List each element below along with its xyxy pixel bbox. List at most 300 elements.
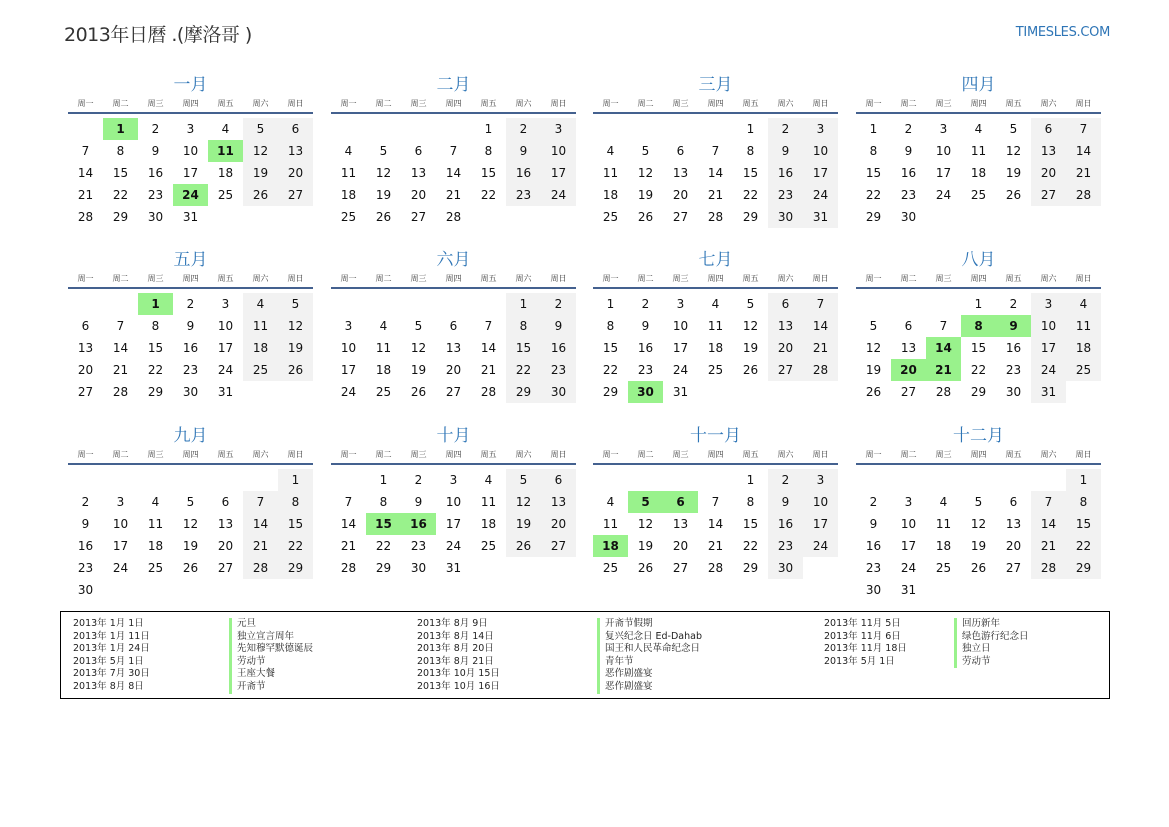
weekday-label: 周五 [480,450,497,459]
day-cell: 9 [768,140,803,162]
day-cell: 26 [865,385,882,399]
weekday-label: 周三 [672,450,689,459]
day-cell: 15 [1066,513,1101,535]
holiday-day-cell: 6 [663,491,698,513]
day-cell: 17 [340,363,357,377]
empty-cell [173,469,208,491]
empty-cell [1066,381,1101,403]
day-cell: 23 [147,188,164,202]
day-cell: 5 [506,469,541,491]
weekday-label: 周二 [900,99,917,108]
holiday-date-column [73,618,150,694]
empty-cell [401,293,436,315]
weekday-label: 周三 [672,99,689,108]
day-cell: 17 [803,513,838,535]
empty-cell [891,293,926,315]
day-cell: 27 [1005,561,1022,575]
holiday-name: 先知穆罕默德诞辰 [229,643,313,656]
day-cell: 24 [1031,359,1066,381]
day-cell: 17 [1031,337,1066,359]
day-cell: 26 [1005,188,1022,202]
day-grid [68,118,313,228]
day-cell: 29 [1066,557,1101,579]
day-cell: 14 [707,166,724,180]
weekday-label: 周一 [340,99,357,108]
holiday-name-column [229,618,313,694]
day-cell: 8 [151,319,160,333]
weekday-label: 周三 [147,274,164,283]
weekday-label: 周二 [112,274,129,283]
holiday-day-cell: 1 [103,118,138,140]
empty-cell [698,381,733,403]
weekday-label: 周五 [1005,99,1022,108]
day-cell: 15 [480,166,497,180]
day-cell: 19 [970,539,987,553]
holiday-name: 开斋节假期 [597,618,702,631]
weekday-label: 周日 [550,99,567,108]
holiday-name: 开斋节 [229,681,313,694]
day-cell: 25 [1066,359,1101,381]
day-cell: 23 [77,561,94,575]
day-cell: 23 [900,188,917,202]
weekday-label: 周四 [445,450,462,459]
empty-cell [541,206,576,228]
day-cell: 2 [81,495,90,509]
empty-cell [698,118,733,140]
weekday-label: 周日 [550,450,567,459]
empty-cell [401,118,436,140]
weekday-label: 周二 [112,450,129,459]
day-cell: 30 [541,381,576,403]
day-cell: 14 [243,513,278,535]
day-cell: 20 [1005,539,1022,553]
empty-cell [243,381,278,403]
weekday-label: 周六 [777,450,794,459]
month-block [68,425,313,601]
month-name: 六月 [436,250,471,270]
empty-cell [733,381,768,403]
day-cell: 21 [340,539,357,553]
day-cell: 6 [278,118,313,140]
day-cell: 3 [344,319,353,333]
day-cell: 27 [1031,184,1066,206]
month-name: 五月 [173,250,208,270]
holiday-date: 2013年 1月 11日 [73,630,150,642]
weekday-label: 周日 [287,274,304,283]
weekday-label: 周五 [217,99,234,108]
day-cell: 31 [1031,381,1066,403]
day-cell: 4 [484,473,493,487]
empty-cell [138,579,173,601]
day-cell: 19 [1005,166,1022,180]
empty-cell [173,579,208,601]
day-cell: 19 [410,363,427,377]
day-cell: 7 [449,144,458,158]
day-cell: 22 [112,188,129,202]
day-cell: 17 [803,162,838,184]
day-cell: 7 [939,319,948,333]
day-cell: 7 [803,293,838,315]
day-cell: 23 [182,363,199,377]
empty-cell [436,293,471,315]
day-cell: 25 [375,385,392,399]
day-cell: 7 [711,144,720,158]
day-cell: 25 [147,561,164,575]
day-cell: 9 [414,495,423,509]
day-cell: 24 [541,184,576,206]
month-name: 四月 [961,75,996,95]
day-grid [593,118,838,228]
holiday-day-cell: 21 [926,359,961,381]
day-cell: 4 [344,144,353,158]
day-cell: 5 [641,144,650,158]
weekday-label: 周日 [812,274,829,283]
weekday-header [331,449,576,465]
day-cell: 12 [637,166,654,180]
weekday-label: 周三 [935,274,952,283]
day-cell: 12 [278,315,313,337]
day-cell: 23 [410,539,427,553]
day-cell: 18 [1066,337,1101,359]
day-cell: 22 [1066,535,1101,557]
empty-cell [278,381,313,403]
weekday-label: 周六 [1040,450,1057,459]
weekday-header [856,273,1101,289]
day-cell: 26 [742,363,759,377]
day-cell: 6 [768,293,803,315]
holiday-date: 2013年 11月 18日 [824,643,907,655]
empty-cell [243,469,278,491]
day-cell: 16 [77,539,94,553]
empty-cell [208,469,243,491]
day-cell: 27 [672,210,689,224]
day-cell: 10 [803,491,838,513]
month-block [68,249,313,403]
holiday-date: 2013年 5月 1日 [824,655,895,667]
day-cell: 14 [1031,513,1066,535]
empty-cell [471,293,506,315]
day-cell: 11 [602,517,619,531]
holiday-date: 2013年 8月 21日 [417,655,494,667]
empty-cell [331,118,366,140]
day-cell: 2 [768,118,803,140]
day-cell: 30 [182,385,199,399]
day-cell: 17 [445,517,462,531]
day-cell: 26 [375,210,392,224]
day-cell: 4 [151,495,160,509]
weekday-label: 周四 [182,274,199,283]
day-cell: 13 [672,166,689,180]
day-cell: 18 [970,166,987,180]
empty-cell [366,293,401,315]
day-cell: 15 [602,341,619,355]
month-block [331,249,576,403]
day-cell: 27 [410,210,427,224]
day-cell: 18 [243,337,278,359]
holiday-day-cell: 9 [996,315,1031,337]
day-cell: 17 [541,162,576,184]
day-cell: 28 [445,210,462,224]
day-cell: 13 [217,517,234,531]
day-cell: 10 [112,517,129,531]
day-cell: 26 [410,385,427,399]
empty-cell [103,469,138,491]
empty-cell [891,469,926,491]
weekday-label: 周一 [602,274,619,283]
weekday-label: 周四 [445,99,462,108]
day-cell: 28 [1066,184,1101,206]
holiday-name: 元旦 [229,618,313,631]
day-cell: 30 [77,583,94,597]
day-cell: 11 [375,341,392,355]
weekday-label: 周六 [515,450,532,459]
day-grid [856,118,1101,228]
day-cell: 28 [707,210,724,224]
month-block [856,425,1101,601]
day-cell: 11 [147,517,164,531]
day-cell: 7 [344,495,353,509]
empty-cell [1066,206,1101,228]
month-name: 十一月 [690,426,741,446]
day-cell: 22 [147,363,164,377]
weekday-label: 周六 [515,99,532,108]
day-cell: 9 [904,144,913,158]
day-cell: 19 [865,363,882,377]
weekday-label: 周二 [375,274,392,283]
weekday-label: 周五 [217,274,234,283]
day-cell: 29 [112,210,129,224]
weekday-label: 周六 [252,99,269,108]
day-cell: 7 [81,144,90,158]
day-cell: 3 [221,297,230,311]
day-cell: 18 [217,166,234,180]
day-cell: 12 [375,166,392,180]
day-cell: 4 [606,495,615,509]
holiday-day-cell: 14 [926,337,961,359]
month-block [593,249,838,403]
holiday-date: 2013年 8月 8日 [73,680,144,692]
weekday-label: 周二 [112,99,129,108]
day-cell: 9 [541,315,576,337]
weekday-label: 周六 [252,274,269,283]
day-cell: 8 [484,144,493,158]
month-block [331,74,576,228]
day-cell: 20 [672,188,689,202]
day-cell: 26 [243,184,278,206]
holiday-name: 青年节 [597,656,702,669]
weekday-label: 周一 [340,450,357,459]
weekday-label: 周一 [77,99,94,108]
day-cell: 5 [414,319,423,333]
holiday-name-column [954,618,1029,668]
day-cell: 21 [112,363,129,377]
month-block [331,425,576,579]
weekday-header [68,273,313,289]
day-cell: 29 [970,385,987,399]
holiday-day-cell: 20 [891,359,926,381]
day-cell: 9 [641,319,650,333]
empty-cell [663,469,698,491]
day-cell: 1 [484,122,493,136]
month-name: 九月 [173,426,208,446]
day-cell: 13 [278,140,313,162]
day-cell: 25 [243,359,278,381]
day-cell: 7 [484,319,493,333]
day-cell: 23 [506,184,541,206]
month-name: 十二月 [953,426,1004,446]
day-cell: 15 [742,166,759,180]
day-cell: 19 [637,539,654,553]
day-cell: 10 [935,144,952,158]
day-cell: 2 [1009,297,1018,311]
weekday-label: 周四 [182,99,199,108]
day-cell: 24 [112,561,129,575]
day-cell: 14 [707,517,724,531]
holiday-name: 国王和人民革命纪念日 [597,643,702,656]
weekday-label: 周二 [637,99,654,108]
weekday-header [593,449,838,465]
empty-cell [278,579,313,601]
day-cell: 6 [904,319,913,333]
day-cell: 22 [506,359,541,381]
day-cell: 22 [865,188,882,202]
day-cell: 11 [707,319,724,333]
empty-cell [436,118,471,140]
day-cell: 8 [746,144,755,158]
empty-cell [103,293,138,315]
site-link[interactable]: TIMESLES.COM [1015,25,1110,40]
empty-cell [768,381,803,403]
day-cell: 28 [935,385,952,399]
weekday-label: 周三 [147,450,164,459]
weekday-header [593,273,838,289]
holiday-list [60,611,1110,699]
day-cell: 14 [445,166,462,180]
day-cell: 27 [445,385,462,399]
holiday-date-column [824,618,907,668]
holiday-date: 2013年 10月 16日 [417,680,500,692]
day-cell: 18 [602,188,619,202]
day-cell: 30 [768,557,803,579]
day-cell: 20 [541,513,576,535]
weekday-label: 周三 [147,99,164,108]
day-cell: 13 [1031,140,1066,162]
weekday-label: 周六 [1040,99,1057,108]
day-cell: 13 [1005,517,1022,531]
weekday-label: 周二 [900,274,917,283]
day-cell: 21 [77,188,94,202]
weekday-label: 周四 [707,274,724,283]
day-cell: 15 [865,166,882,180]
day-cell: 3 [676,297,685,311]
day-cell: 3 [904,495,913,509]
empty-cell [68,469,103,491]
day-cell: 19 [243,162,278,184]
day-cell: 1 [974,297,983,311]
month-block [856,74,1101,228]
day-cell: 7 [1066,118,1101,140]
weekday-label: 周六 [777,99,794,108]
day-cell: 23 [865,561,882,575]
weekday-label: 周一 [602,99,619,108]
day-cell: 12 [637,517,654,531]
weekday-label: 周四 [182,450,199,459]
day-cell: 30 [768,206,803,228]
day-cell: 16 [506,162,541,184]
day-grid [68,293,313,403]
empty-cell [243,579,278,601]
day-cell: 6 [414,144,423,158]
day-cell: 27 [217,561,234,575]
weekday-label: 周五 [1005,274,1022,283]
day-cell: 19 [375,188,392,202]
day-cell: 17 [182,166,199,180]
day-cell: 15 [278,513,313,535]
day-cell: 8 [1066,491,1101,513]
day-cell: 2 [541,293,576,315]
weekday-label: 周五 [480,274,497,283]
day-cell: 25 [217,188,234,202]
day-cell: 13 [672,517,689,531]
day-cell: 4 [606,144,615,158]
day-cell: 31 [217,385,234,399]
holiday-date: 2013年 8月 9日 [417,618,488,629]
day-cell: 3 [116,495,125,509]
weekday-label: 周一 [865,450,882,459]
day-cell: 21 [1066,162,1101,184]
day-cell: 31 [672,385,689,399]
page-title: 2013年日曆 .(摩洛哥 ) [64,24,252,46]
month-block [593,74,838,228]
holiday-day-cell: 24 [173,184,208,206]
day-cell: 21 [243,535,278,557]
day-cell: 8 [379,495,388,509]
day-cell: 20 [445,363,462,377]
month-block [68,74,313,228]
day-cell: 23 [541,359,576,381]
holiday-day-cell: 30 [628,381,663,403]
day-cell: 22 [602,363,619,377]
day-cell: 5 [974,495,983,509]
day-cell: 13 [541,491,576,513]
weekday-label: 周五 [217,450,234,459]
day-cell: 20 [217,539,234,553]
day-cell: 16 [768,162,803,184]
day-cell: 25 [707,363,724,377]
day-cell: 10 [900,517,917,531]
empty-cell [471,557,506,579]
weekday-header [593,98,838,114]
day-cell: 11 [602,166,619,180]
day-cell: 6 [1031,118,1066,140]
empty-cell [961,206,996,228]
day-cell: 12 [742,319,759,333]
holiday-name: 劳动节 [229,656,313,669]
month-name: 八月 [961,250,996,270]
day-cell: 2 [641,297,650,311]
day-cell: 1 [278,469,313,491]
day-cell: 28 [77,210,94,224]
weekday-header [331,273,576,289]
day-cell: 18 [707,341,724,355]
day-cell: 10 [182,144,199,158]
weekday-label: 周四 [970,450,987,459]
day-cell: 15 [970,341,987,355]
empty-cell [593,118,628,140]
day-cell: 25 [602,210,619,224]
weekday-label: 周日 [812,99,829,108]
day-cell: 12 [865,341,882,355]
